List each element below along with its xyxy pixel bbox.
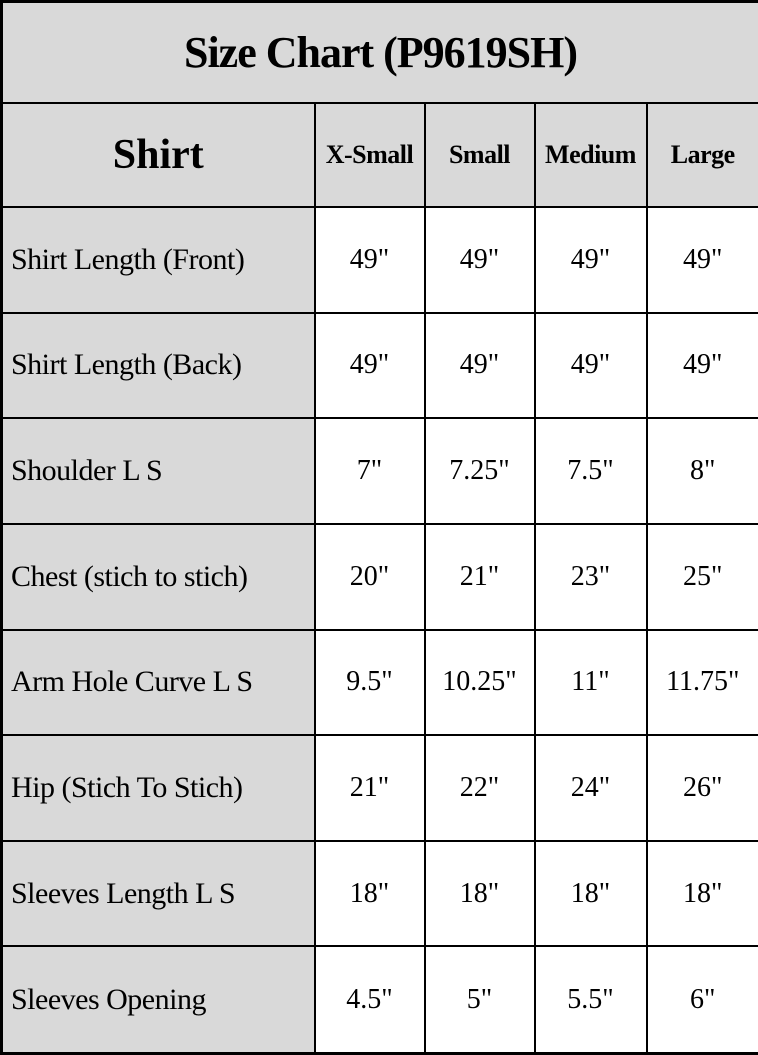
table-row-chest [2,524,758,630]
cell-value: 18" [425,841,535,947]
row-label: Shirt Length (Front) [2,207,315,313]
row-label: Arm Hole Curve L S [2,630,315,736]
cell-value: 7" [315,418,425,524]
table-row-sleeves-length [2,841,758,947]
chart-title: Size Chart (P9619SH) [2,2,758,104]
table-row-hip [2,735,758,841]
cell-value: 18" [535,841,647,947]
cell-value: 49" [315,313,425,419]
table-row-shirt-length-back [2,313,758,419]
cell-value: 21" [425,524,535,630]
row-label: Shirt Length (Back) [2,313,315,419]
cell-value: 49" [425,207,535,313]
cell-value: 5" [425,946,535,1053]
cell-value: 7.5" [535,418,647,524]
cell-value: 20" [315,524,425,630]
cell-value: 11.75" [647,630,758,736]
cell-value: 8" [647,418,758,524]
cell-value: 24" [535,735,647,841]
cell-value: 23" [535,524,647,630]
column-header-large: Large [647,103,758,207]
table-row-shoulder [2,418,758,524]
cell-value: 22" [425,735,535,841]
cell-value: 18" [315,841,425,947]
row-label: Chest (stich to stich) [2,524,315,630]
cell-value: 18" [647,841,758,947]
column-header-small: Small [425,103,535,207]
cell-value: 10.25" [425,630,535,736]
table-row-arm-hole-curve [2,630,758,736]
title-row [2,2,758,104]
cell-value: 5.5" [535,946,647,1053]
cell-value: 49" [535,313,647,419]
row-label: Sleeves Opening [2,946,315,1053]
cell-value: 7.25" [425,418,535,524]
cell-value: 49" [535,207,647,313]
cell-value: 11" [535,630,647,736]
row-label: Shoulder L S [2,418,315,524]
cell-value: 49" [647,207,758,313]
cell-value: 49" [425,313,535,419]
table-row-shirt-length-front [2,207,758,313]
cell-value: 25" [647,524,758,630]
row-label: Sleeves Length L S [2,841,315,947]
cell-value: 4.5" [315,946,425,1053]
cell-value: 9.5" [315,630,425,736]
column-header-medium: Medium [535,103,647,207]
corner-header-shirt: Shirt [2,103,315,207]
cell-value: 26" [647,735,758,841]
table-row-sleeves-opening [2,946,758,1053]
column-header-x-small: X-Small [315,103,425,207]
cell-value: 49" [647,313,758,419]
cell-value: 49" [315,207,425,313]
cell-value: 6" [647,946,758,1053]
header-row [2,103,758,207]
row-label: Hip (Stich To Stich) [2,735,315,841]
cell-value: 21" [315,735,425,841]
